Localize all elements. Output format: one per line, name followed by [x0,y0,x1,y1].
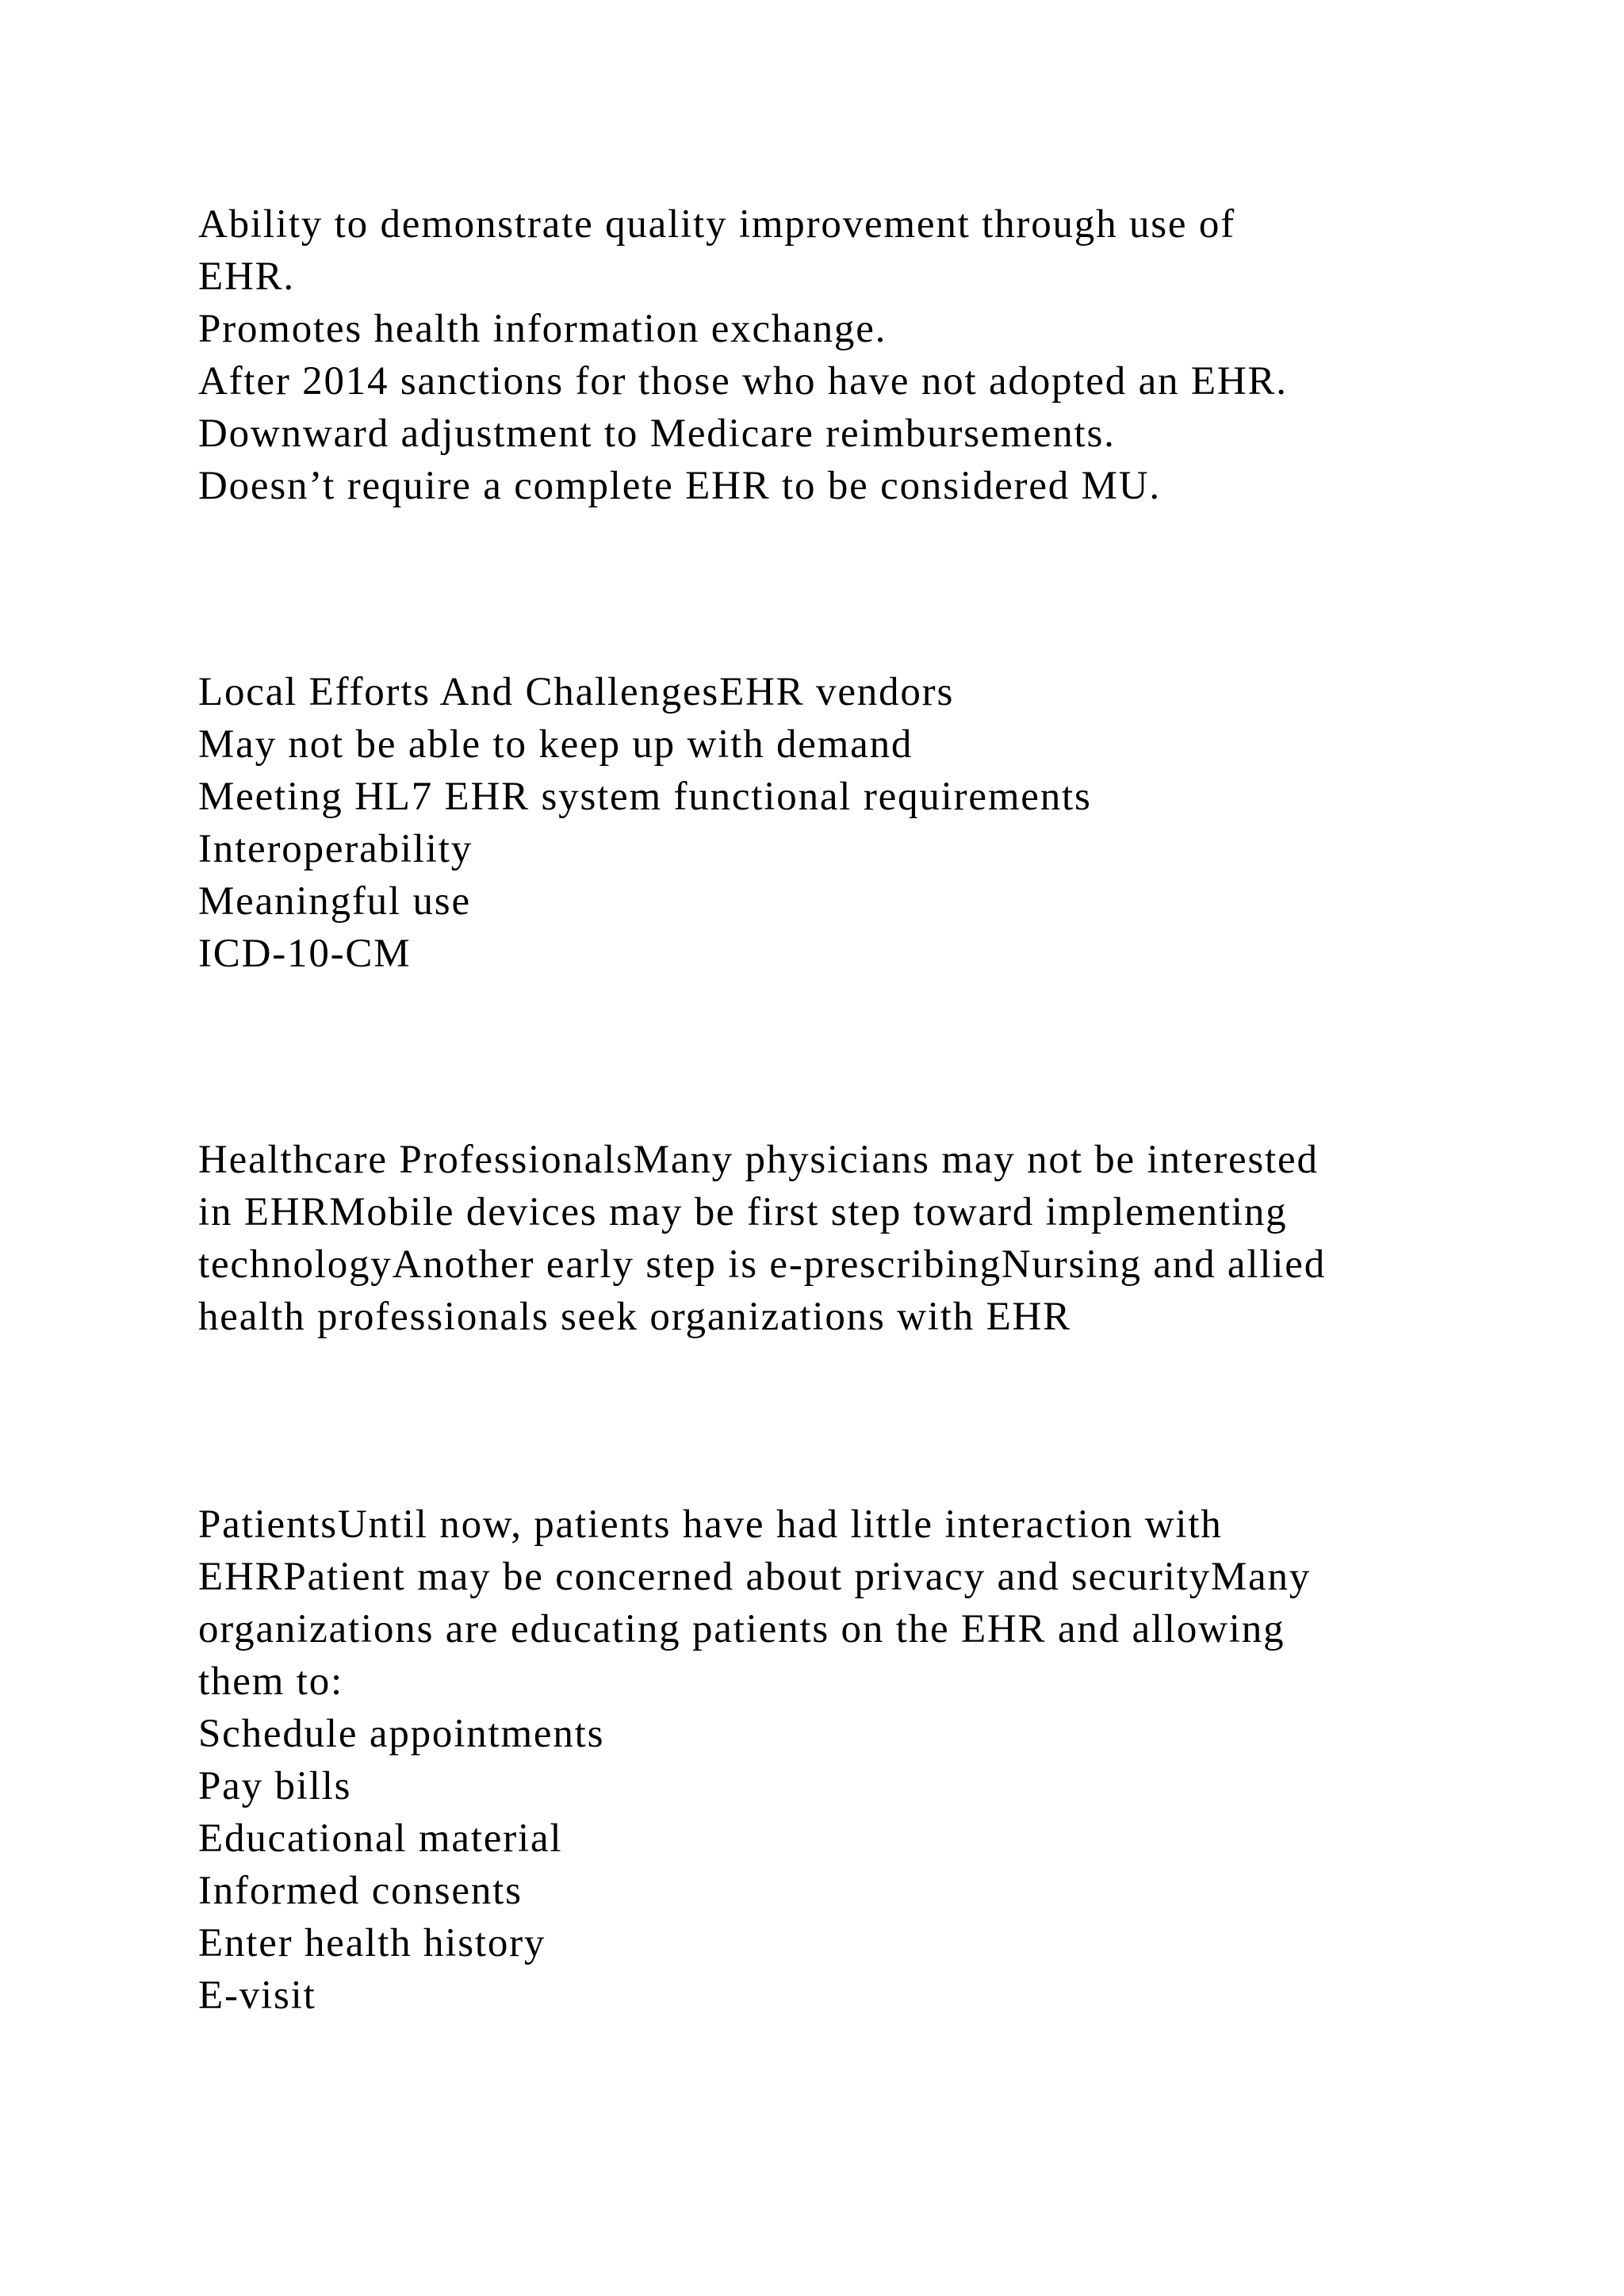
text-line: Meaningful use [198,879,471,924]
text-line: Schedule appointments [198,1712,605,1756]
text-line: PatientsUntil now, patients have had little interaction with [198,1502,1223,1547]
text-line: May not be able to keep up with demand [198,722,914,767]
text-line: Pay bills [198,1764,352,1808]
text-line: Local Efforts And ChallengesEHR vendors [198,670,955,714]
text-line: Ability to demonstrate quality improvement through use of [198,202,1235,247]
text-line: EHR. [198,254,295,299]
text-line: Interoperability [198,827,473,871]
paragraph-patients [198,1498,1499,2022]
text-line: E-visit [198,1973,316,2018]
text-line: them to: [198,1659,343,1704]
text-line: Healthcare ProfessionalsMany physicians may not be interested [198,1138,1319,1182]
text-line: organizations are educating patients on the EHR and allowing [198,1607,1285,1651]
text-line: Enter health history [198,1921,546,1965]
text-line: Doesn’t require a complete EHR to be considered MU. [198,464,1161,508]
text-line: Educational material [198,1816,563,1861]
text-line: Promotes health information exchange. [198,307,887,351]
paragraph-meaningful-use [198,198,1499,512]
text-line: technologyAnother early step is e-prescribingNursing and allied [198,1242,1327,1287]
text-line: Downward adjustment to Medicare reimbursements. [198,411,1116,456]
text-line: ICD-10-CM [198,932,412,976]
text-line: in EHRMobile devices may be first step toward implementing [198,1190,1288,1234]
text-line: Informed consents [198,1869,523,1913]
paragraph-healthcare-professionals [198,1134,1499,1343]
text-line: Meeting HL7 EHR system functional requirements [198,775,1092,819]
text-line: After 2014 sanctions for those who have not adopted an EHR. [198,359,1288,404]
text-line: health professionals seek organizations with EHR [198,1295,1071,1339]
text-line: EHRPatient may be concerned about privacy and securityMany [198,1555,1312,1599]
paragraph-local-efforts [198,666,1499,980]
